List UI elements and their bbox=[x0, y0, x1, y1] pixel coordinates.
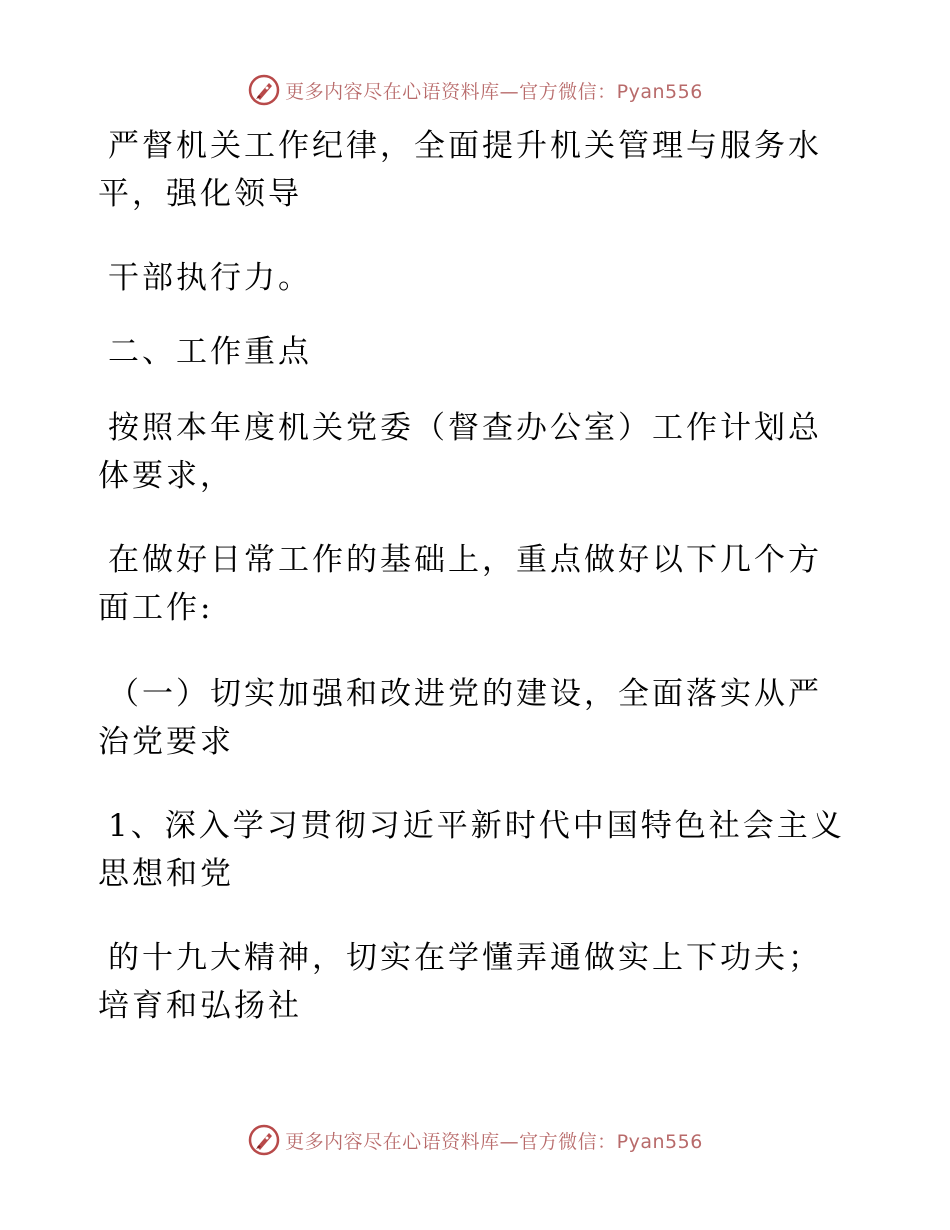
paragraph-line: 培育和弘扬社 bbox=[98, 988, 302, 1024]
paragraph bbox=[98, 122, 822, 218]
paragraph-line: 的十九大精神，切实在学懂弄通做实上下功夫； bbox=[108, 940, 822, 976]
paragraph bbox=[98, 802, 845, 898]
paragraph-line: 严督机关工作纪律，全面提升机关管理与服务水 bbox=[108, 128, 822, 164]
footer-watermark bbox=[0, 1120, 950, 1160]
paragraph-line: 1、深入学习贯彻习近平新时代中国特色社会主义 bbox=[108, 808, 845, 844]
paragraph-line: 在做好日常工作的基础上，重点做好以下几个方 bbox=[108, 542, 822, 578]
paragraph-line: 治党要求 bbox=[98, 724, 234, 760]
paragraph-line: 思想和党 bbox=[98, 856, 234, 892]
paragraph bbox=[98, 670, 822, 766]
paragraph bbox=[98, 254, 312, 302]
pen-nib-logo-icon bbox=[247, 1123, 281, 1157]
paragraph bbox=[98, 404, 822, 500]
paragraph-line: （一）切实加强和改进党的建设，全面落实从严 bbox=[108, 676, 822, 712]
section-heading bbox=[98, 328, 312, 376]
paragraph-line: 平，强化领导 bbox=[98, 176, 302, 212]
document-body bbox=[98, 122, 858, 1024]
watermark-text: 更多内容尽在心语资料库—官方微信：Pyan556 bbox=[285, 1130, 703, 1153]
section-heading-text: 二、工作重点 bbox=[108, 334, 312, 370]
paragraph-line: 干部执行力。 bbox=[108, 260, 312, 296]
watermark-text: 更多内容尽在心语资料库—官方微信：Pyan556 bbox=[285, 80, 703, 103]
paragraph-line: 体要求， bbox=[98, 458, 234, 494]
paragraph bbox=[98, 934, 822, 1030]
paragraph-line: 面工作: bbox=[98, 590, 214, 626]
pen-nib-logo-icon bbox=[247, 73, 281, 107]
paragraph bbox=[98, 536, 822, 632]
paragraph-line: 按照本年度机关党委（督查办公室）工作计划总 bbox=[108, 410, 822, 446]
header-watermark bbox=[0, 70, 950, 110]
